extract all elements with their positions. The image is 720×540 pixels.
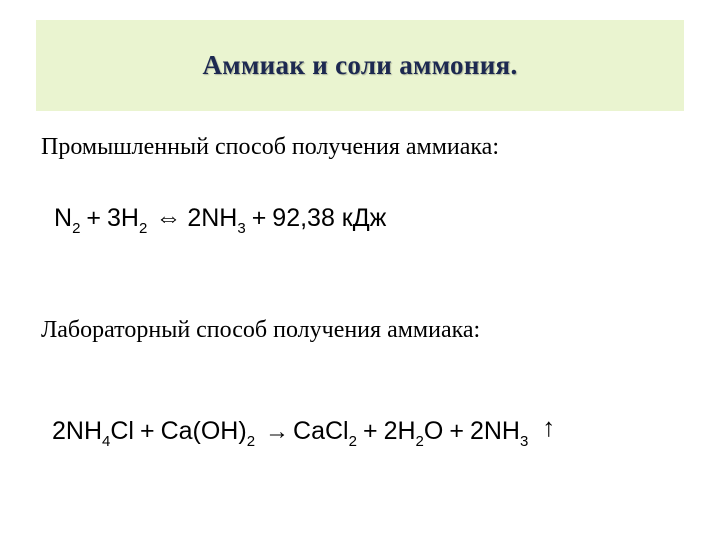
plus-sign: + — [139, 417, 155, 445]
nitrogen-formula: $N_2$ — [54, 204, 81, 237]
plus-sign: + — [449, 417, 464, 445]
laboratory-method-label: Лабораторный способ получения аммиака: — [41, 317, 481, 343]
hydrogen-formula: $3H_2$ — [107, 204, 148, 237]
laboratory-equation — [52, 412, 556, 450]
water-formula: $2H_2O$ — [383, 417, 444, 450]
slide-title: Аммиак и соли аммония. — [202, 50, 518, 80]
industrial-equation — [54, 202, 387, 237]
plus-sign: + — [362, 417, 378, 445]
calcium-chloride-formula: CaCl$_2$ — [293, 417, 357, 450]
plus-sign: + — [251, 204, 267, 232]
gas-release-arrow-icon: ↑ — [542, 412, 556, 442]
industrial-method-label: Промышленный способ получения аммиака: — [41, 134, 500, 160]
plus-sign: + — [86, 204, 102, 232]
reaction-energy: 92,38 кДж — [272, 204, 387, 232]
calcium-hydroxide-formula: $Ca(OH)_2$ — [160, 417, 256, 450]
ammonia-formula: $2NH_3$ — [469, 417, 529, 450]
ammonia-formula: $2NH_3$ — [187, 204, 246, 237]
ammonium-chloride-formula: $2NH_4Cl$ — [52, 417, 134, 450]
equilibrium-arrow-icon: ⇔ — [155, 202, 182, 232]
reaction-arrow-icon: → — [265, 418, 290, 445]
